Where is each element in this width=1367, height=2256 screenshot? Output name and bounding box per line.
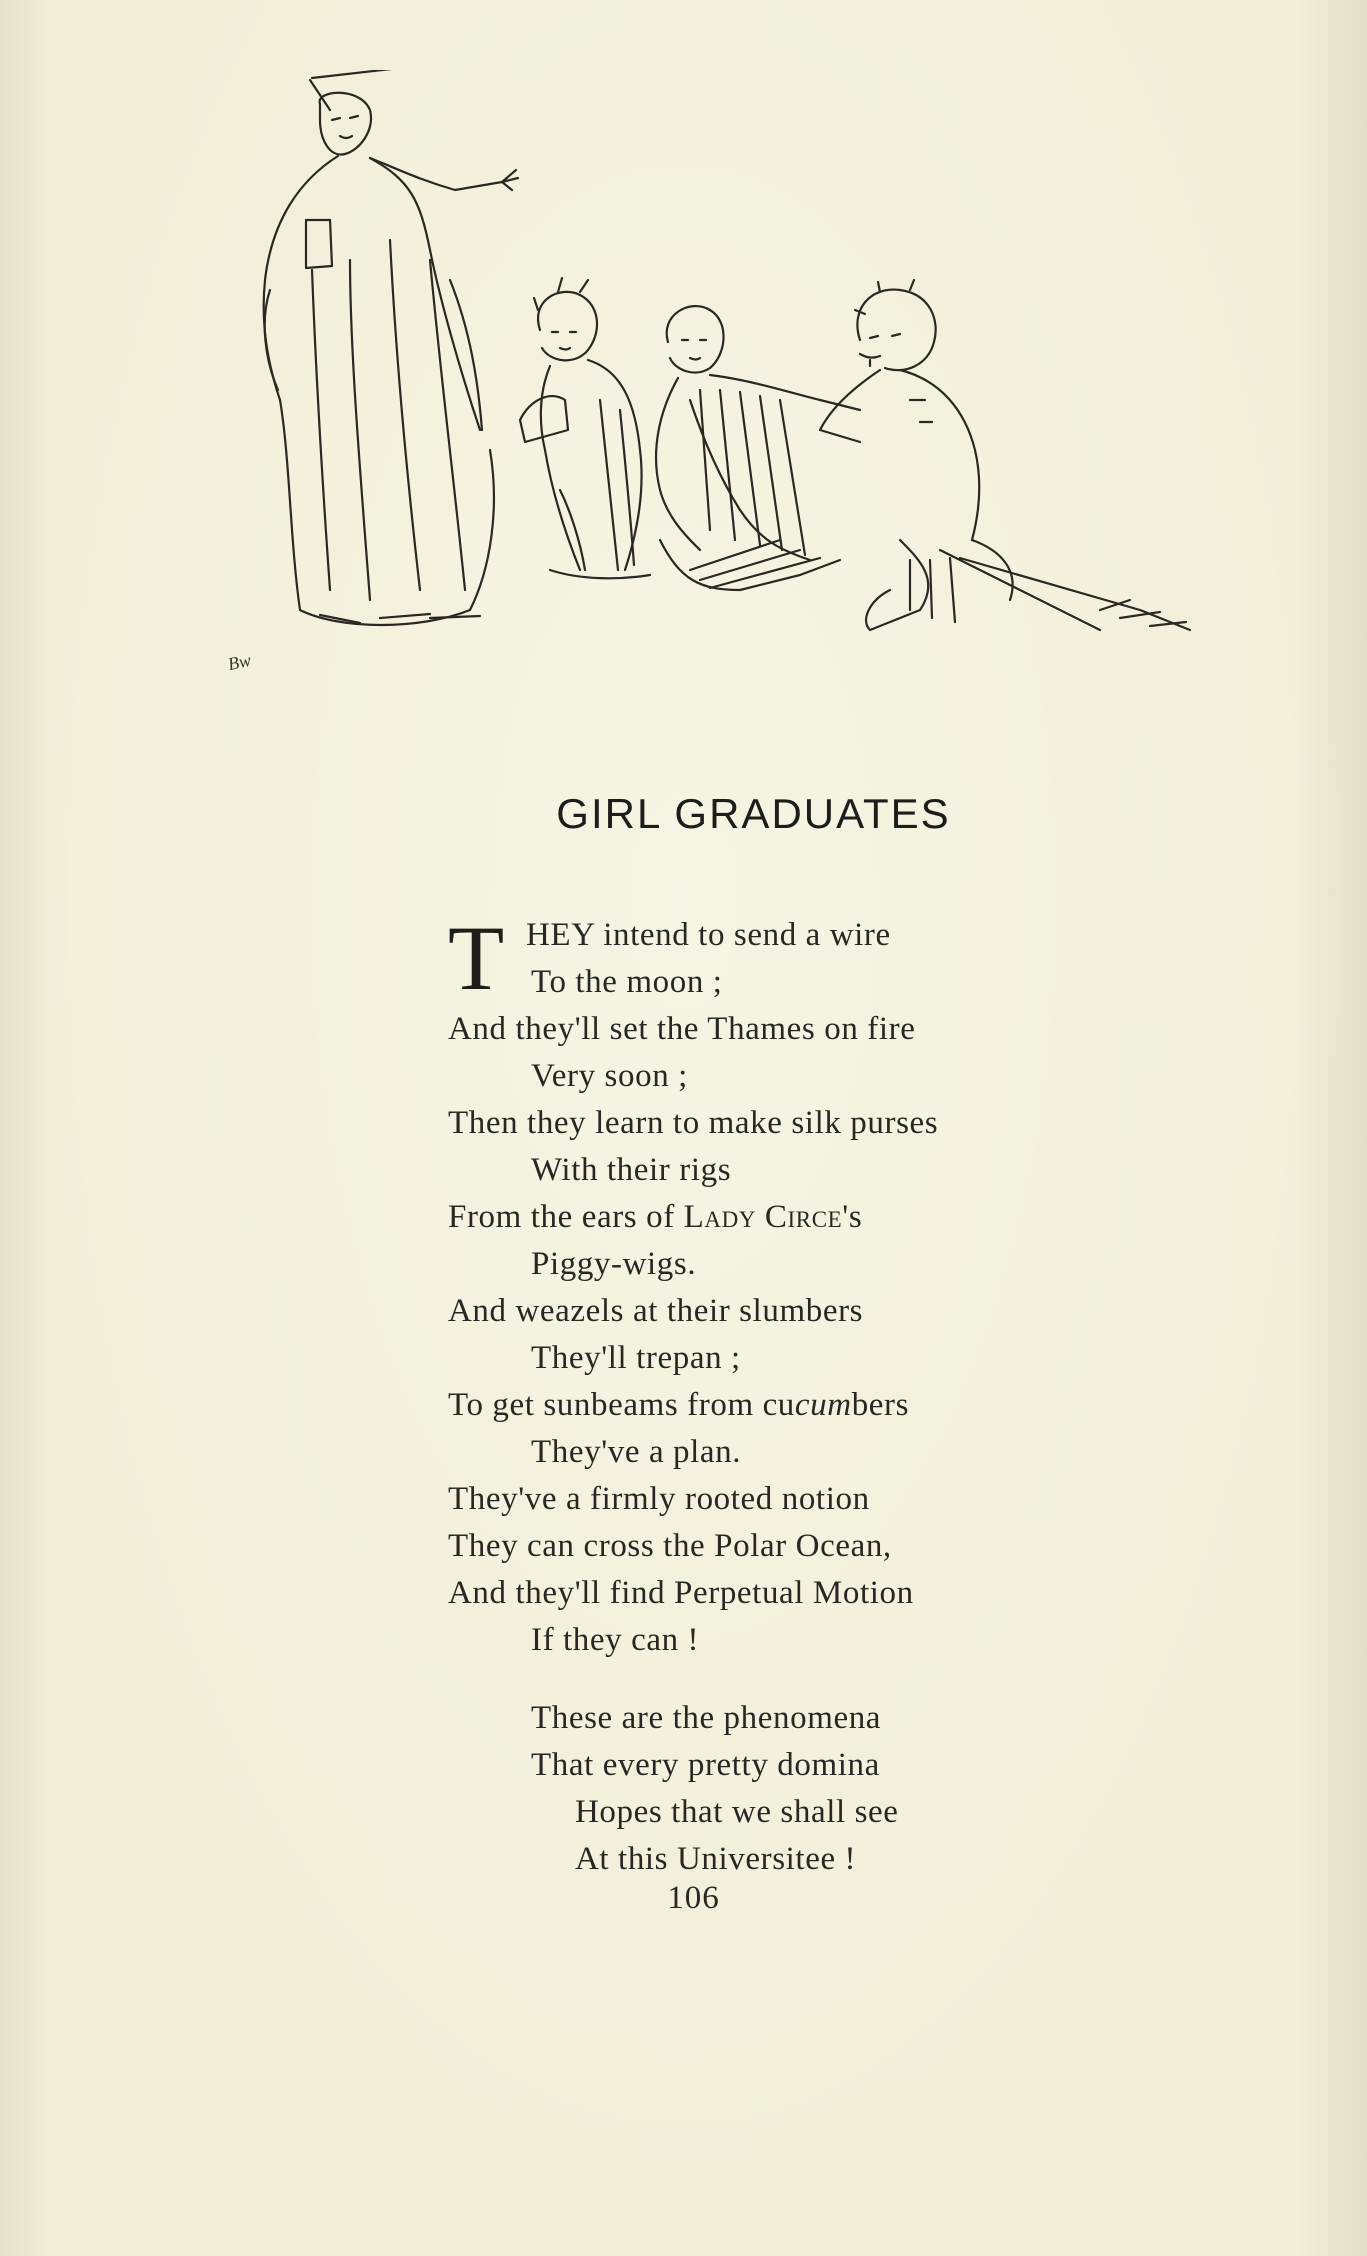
stanza-gap — [448, 1664, 1148, 1695]
poem-line: To the moon ; — [531, 964, 723, 1000]
poem-line: And they'll find Perpetual Motion — [448, 1575, 914, 1611]
poem-line: They'll trepan ; — [531, 1340, 741, 1376]
poem-line: At this Universitee ! — [575, 1841, 857, 1877]
artist-signature: Bw — [226, 649, 253, 675]
poem-line: Then they learn to make silk purses — [448, 1105, 939, 1141]
poem-line-text: HEY intend to send a wire — [526, 917, 891, 953]
poem-line: They can cross the Polar Ocean, — [448, 1528, 892, 1564]
poem-line: With their rigs — [531, 1152, 732, 1188]
poem-line: They've a plan. — [531, 1434, 742, 1470]
poem-line-text: bers — [851, 1387, 910, 1423]
poem-line: And they'll set the Thames on fire — [448, 1011, 916, 1047]
poem-line: And weazels at their slumbers — [448, 1293, 864, 1329]
poem-body — [448, 907, 1148, 1883]
poem-line-text: To get sunbeams from cu — [448, 1387, 795, 1423]
poem-line: These are the phenomena — [531, 1700, 882, 1736]
poem-line-italic: cum — [794, 1387, 852, 1423]
poem-line-smallcaps: Lady Circe — [683, 1199, 843, 1235]
poem-line — [448, 1382, 1148, 1429]
drop-cap: T — [448, 907, 505, 1009]
poem-line — [448, 1194, 1148, 1241]
kneeling-figure-2 — [656, 306, 860, 590]
poem-line: If they can ! — [531, 1622, 700, 1658]
poem-line: That every pretty domina — [531, 1747, 880, 1783]
poem-line: Hopes that we shall see — [575, 1794, 899, 1830]
standing-woman-figure — [264, 70, 518, 625]
illustration-drawing-icon — [220, 70, 1200, 710]
kneeling-figure-1 — [520, 278, 650, 578]
poem-line: They've a firmly rooted notion — [448, 1481, 870, 1517]
poem-title: GIRL GRADUATES — [556, 790, 951, 837]
poem-line: Piggy-wigs. — [531, 1246, 697, 1282]
poem-line-text: From the ears of — [448, 1199, 684, 1235]
kneeling-figure-3 — [820, 280, 1190, 630]
page-number: 106 — [667, 1880, 720, 1916]
poem-line-text: 's — [842, 1199, 863, 1235]
poem-line: Very soon ; — [531, 1058, 688, 1094]
